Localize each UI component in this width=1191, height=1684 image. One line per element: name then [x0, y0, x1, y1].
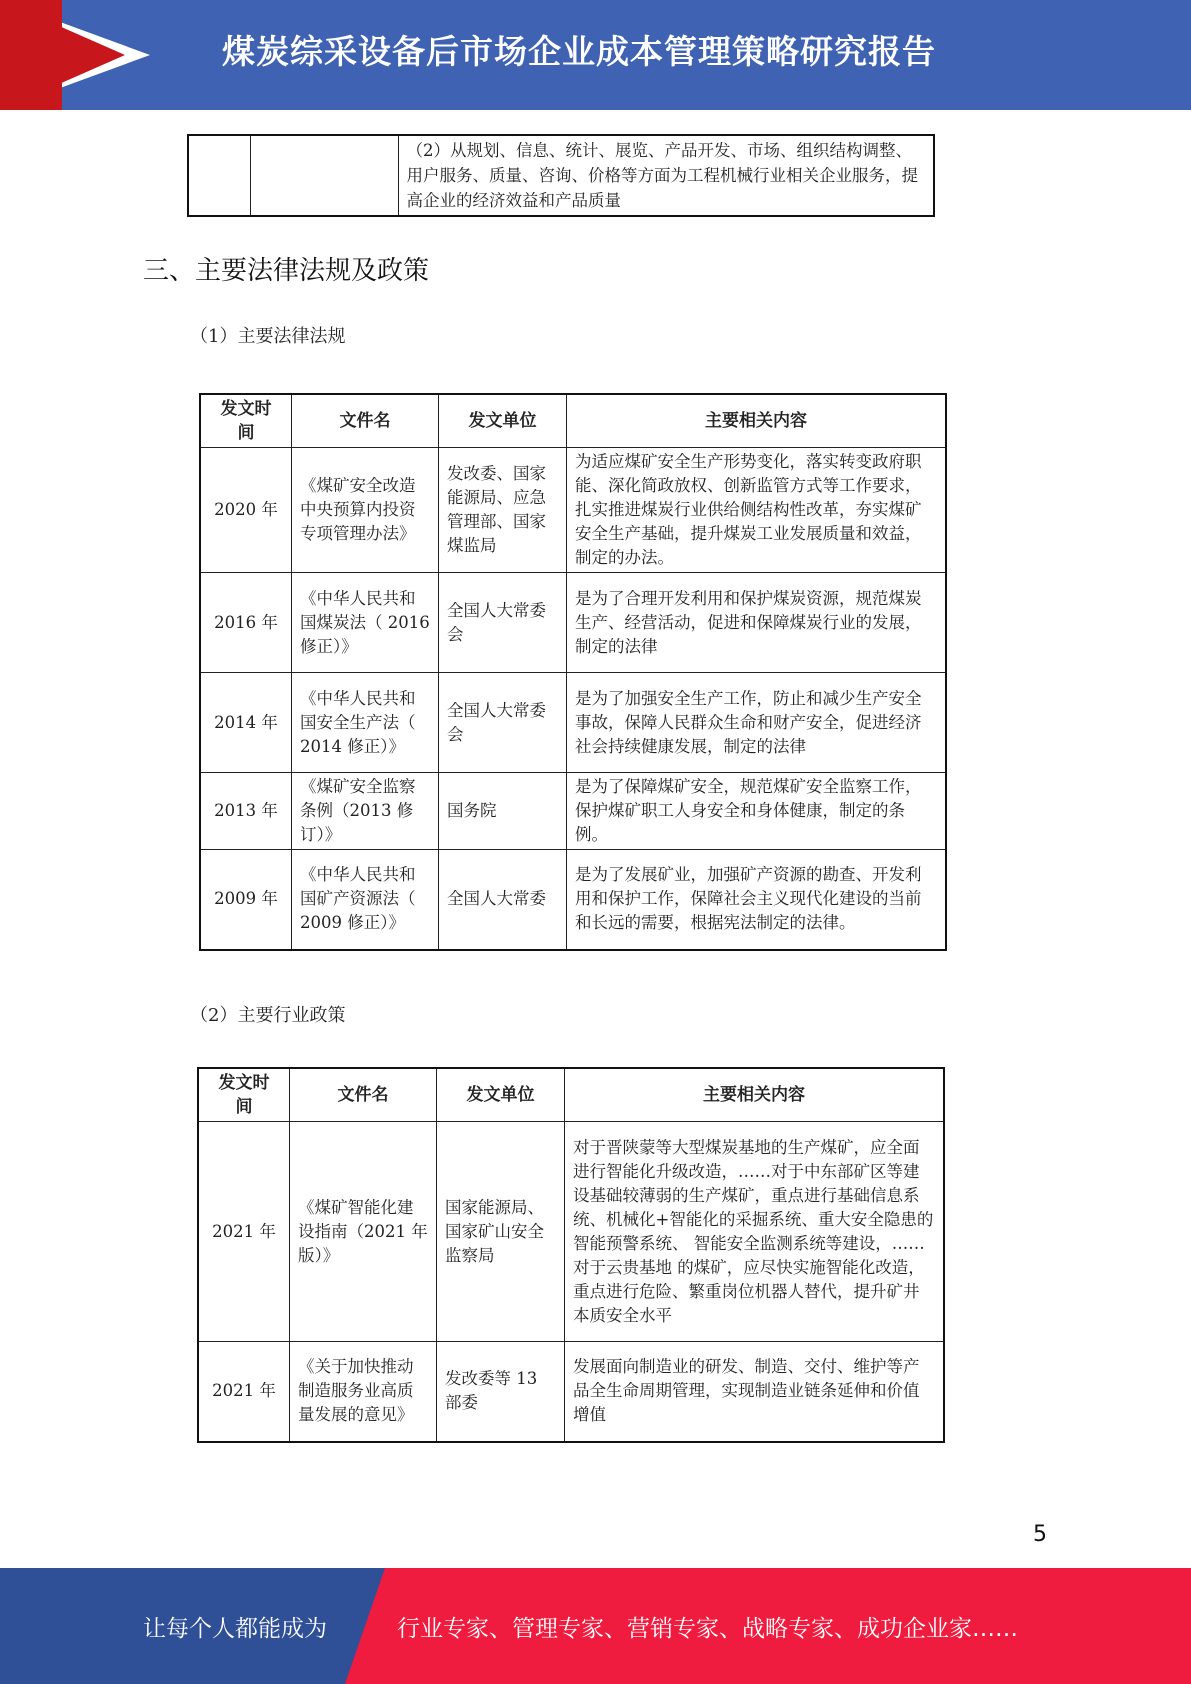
content-cell: 是为了发展矿业，加强矿产资源的勘查、开发利用和保护工作，保障社会主义现代化建设的当前和长远的需要，根据宪法制定的法律。: [567, 850, 947, 950]
footer-blue-slant: [345, 1568, 385, 1684]
issuer-cell: 发改委等 13 部委: [437, 1342, 565, 1442]
content-cell: 对于晋陕蒙等大型煤炭基地的生产煤矿，应全面进行智能化升级改造，……对于中东部矿区等建设基础较薄弱的生产煤矿，重点进行基础信息系统、机械化+智能化的采掘系统、重大安全隐患的智能预警系统、 智能安全监测系统等建设，……对于云贵基地 的煤矿，应尽快实施智能化改造，重点进行危险、繁重岗位机器人替代，提升矿井本质安全水平: [565, 1122, 945, 1342]
date-cell: 2014 年: [200, 673, 292, 773]
table-row: [188, 135, 934, 216]
issuer-cell: 全国人大常委: [439, 850, 567, 950]
footer-banner: [0, 1568, 1191, 1684]
column-header: 发文时间: [200, 394, 292, 448]
doc-name-cell: 《煤矿智能化建设指南（2021 年版）》: [290, 1122, 437, 1342]
column-header: 主要相关内容: [567, 394, 947, 448]
doc-name-cell: 《中华人民共和国矿产资源法（ 2009 修正）》: [292, 850, 439, 950]
column-header: 发文单位: [439, 394, 567, 448]
table-header-row: [200, 394, 946, 448]
table-cell: （2）从规划、信息、统计、展览、产品开发、市场、组织结构调整、用户服务、质量、咨询、价格等方面为工程机械行业相关企业服务，提高企业的经济效益和产品质量: [398, 135, 934, 216]
table-cell: [250, 135, 398, 216]
report-title: 煤炭综采设备后市场企业成本管理策略研究报告: [222, 32, 936, 71]
column-header: 文件名: [292, 394, 439, 448]
doc-name-cell: 《煤矿安全改造中央预算内投资专项管理办法》: [292, 448, 439, 573]
column-header: 发文时间: [198, 1068, 290, 1122]
content-cell: 是为了合理开发利用和保护煤炭资源，规范煤炭生产、经营活动，促进和保障煤炭行业的发展，制定的法律: [567, 573, 947, 673]
content-cell: 发展面向制造业的研发、制造、交付、维护等产品全生命周期管理，实现制造业链条延伸和价值增值: [565, 1342, 945, 1442]
table-row: [200, 773, 946, 850]
header-red-block: [0, 0, 62, 110]
table-header-row: [198, 1068, 944, 1122]
page-number: 5: [1033, 1522, 1047, 1547]
doc-name-cell: 《中华人民共和国安全生产法（ 2014 修正）》: [292, 673, 439, 773]
section-heading: 三、主要法律法规及政策: [143, 256, 430, 286]
date-cell: 2016 年: [200, 573, 292, 673]
laws-subheading: （1）主要法律法规: [190, 326, 346, 347]
column-header: 主要相关内容: [565, 1068, 945, 1122]
issuer-cell: 国务院: [439, 773, 567, 850]
continued-table: [187, 134, 935, 217]
doc-name-cell: 《中华人民共和国煤炭法（ 2016 修正）》: [292, 573, 439, 673]
table-row: [200, 573, 946, 673]
table-row: [200, 673, 946, 773]
date-cell: 2021 年: [198, 1122, 290, 1342]
content-cell: 是为了加强安全生产工作，防止和减少生产安全事故，保障人民群众生命和财产安全，促进经济社会持续健康发展，制定的法律: [567, 673, 947, 773]
laws-table: [199, 393, 947, 951]
date-cell: 2021 年: [198, 1342, 290, 1442]
content-cell: 是为了保障煤矿安全，规范煤矿安全监察工作，保护煤矿职工人身安全和身体健康，制定的条例。: [567, 773, 947, 850]
footer-slogan-left: 让每个人都能成为: [143, 1616, 327, 1642]
issuer-cell: 全国人大常委会: [439, 573, 567, 673]
issuer-cell: 全国人大常委会: [439, 673, 567, 773]
header-banner: [0, 0, 1191, 110]
policies-table: [197, 1067, 945, 1443]
content-cell: 为适应煤矿安全生产形势变化，落实转变政府职能、深化简政放权、创新监管方式等工作要求，扎实推进煤炭行业供给侧结构性改革，夯实煤矿安全生产基础，提升煤炭工业发展质量和效益，制定的办法。: [567, 448, 947, 573]
date-cell: 2009 年: [200, 850, 292, 950]
date-cell: 2020 年: [200, 448, 292, 573]
table-row: [198, 1342, 944, 1442]
table-row: [200, 850, 946, 950]
table-cell: [188, 135, 250, 216]
issuer-cell: 发改委、国家能源局、应急管理部、国家煤监局: [439, 448, 567, 573]
issuer-cell: 国家能源局、国家矿山安全监察局: [437, 1122, 565, 1342]
doc-name-cell: 《关于加快推动制造服务业高质量发展的意见》: [290, 1342, 437, 1442]
column-header: 发文单位: [437, 1068, 565, 1122]
table-row: [198, 1122, 944, 1342]
policies-subheading: （2）主要行业政策: [190, 1005, 346, 1026]
date-cell: 2013 年: [200, 773, 292, 850]
footer-slogan-right: 行业专家、管理专家、营销专家、战略专家、成功企业家……: [397, 1616, 1018, 1642]
table-row: [200, 448, 946, 573]
column-header: 文件名: [290, 1068, 437, 1122]
doc-name-cell: 《煤矿安全监察条例（2013 修订）》: [292, 773, 439, 850]
